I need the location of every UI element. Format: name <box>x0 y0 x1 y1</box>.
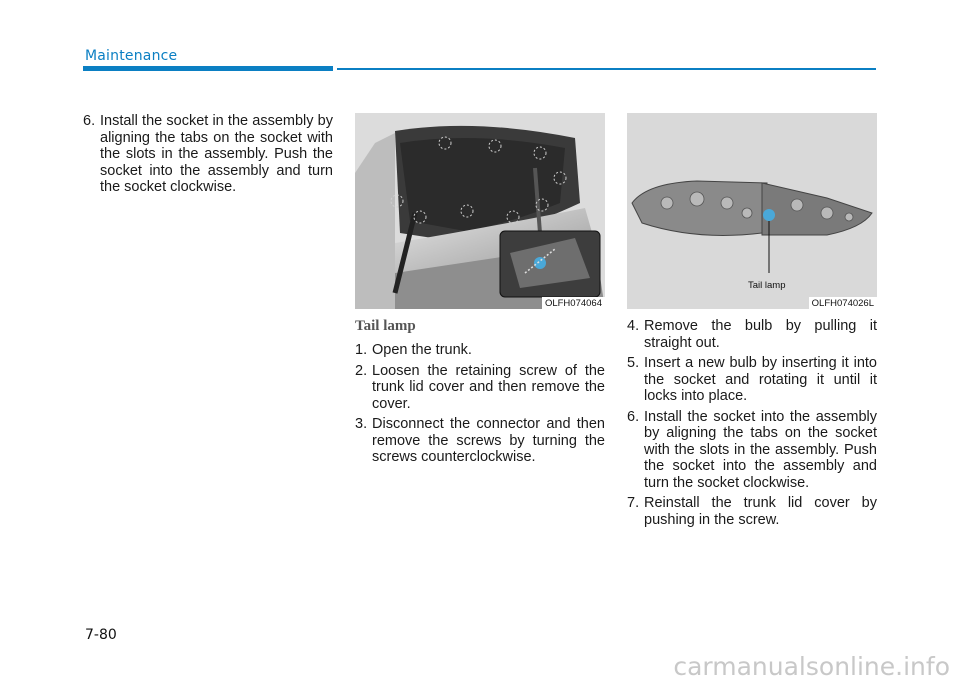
section-title: Maintenance <box>85 48 178 64</box>
step-text: Insert a new bulb by inserting it into the socket and rotating it until it locks into place. <box>644 355 877 404</box>
step-number: 2. <box>355 362 368 379</box>
step-text: Reinstall the trunk lid cover by pushing in the screw. <box>644 495 877 528</box>
figure-callout-label: Tail lamp <box>748 280 786 291</box>
step-number: 4. <box>627 318 640 334</box>
section-heading: Tail lamp <box>355 318 416 334</box>
step-number: 6. <box>83 113 96 129</box>
column-middle <box>355 318 605 470</box>
step-text: Remove the bulb by pulling it straight out. <box>644 318 877 351</box>
step-list <box>627 318 877 528</box>
list-item <box>627 495 877 528</box>
step-number: 1. <box>355 342 368 358</box>
step-text: Disconnect the connector and then remove the screws by turning the screws counterclockwise. <box>372 416 605 465</box>
header-rule-thick <box>83 66 333 71</box>
header-rule-thin <box>337 68 876 70</box>
step-number: 5. <box>627 355 640 371</box>
column-right <box>627 318 877 532</box>
list-item <box>355 363 605 413</box>
step-list <box>83 113 333 196</box>
step-text: Open the trunk. <box>372 342 472 358</box>
watermark: carmanualsonline.info <box>673 652 950 681</box>
list-item <box>355 416 605 466</box>
tail-lamp-figure <box>627 113 877 309</box>
list-item <box>627 318 877 351</box>
step-number: 7. <box>627 495 640 511</box>
figure-code: OLFH074064 <box>542 297 605 309</box>
step-number: 6. <box>627 408 640 425</box>
step-text: Loosen the retaining screw of the trunk lid cover and then remove the cover. <box>372 362 605 412</box>
list-item <box>83 113 333 196</box>
list-item <box>627 409 877 492</box>
page-number: 7-80 <box>85 627 117 643</box>
column-left <box>83 113 333 200</box>
list-item <box>627 355 877 405</box>
trunk-lid-illustration <box>355 113 605 309</box>
trunk-lid-figure <box>355 113 605 309</box>
step-list <box>355 342 605 466</box>
step-text: Install the socket in the assembly by aligning the tabs on the socket with the slots in the assembly. Push the socket into the assembly and turn the socket clockwise. <box>100 113 333 195</box>
step-text: Install the socket into the assembly by aligning the tabs on the socket with the slots in the assembly. Push the socket into the assembly and turn the socket clockwise. <box>644 408 877 491</box>
figure-code: OLFH074026L <box>809 297 877 309</box>
list-item <box>355 342 605 359</box>
step-number: 3. <box>355 416 368 432</box>
